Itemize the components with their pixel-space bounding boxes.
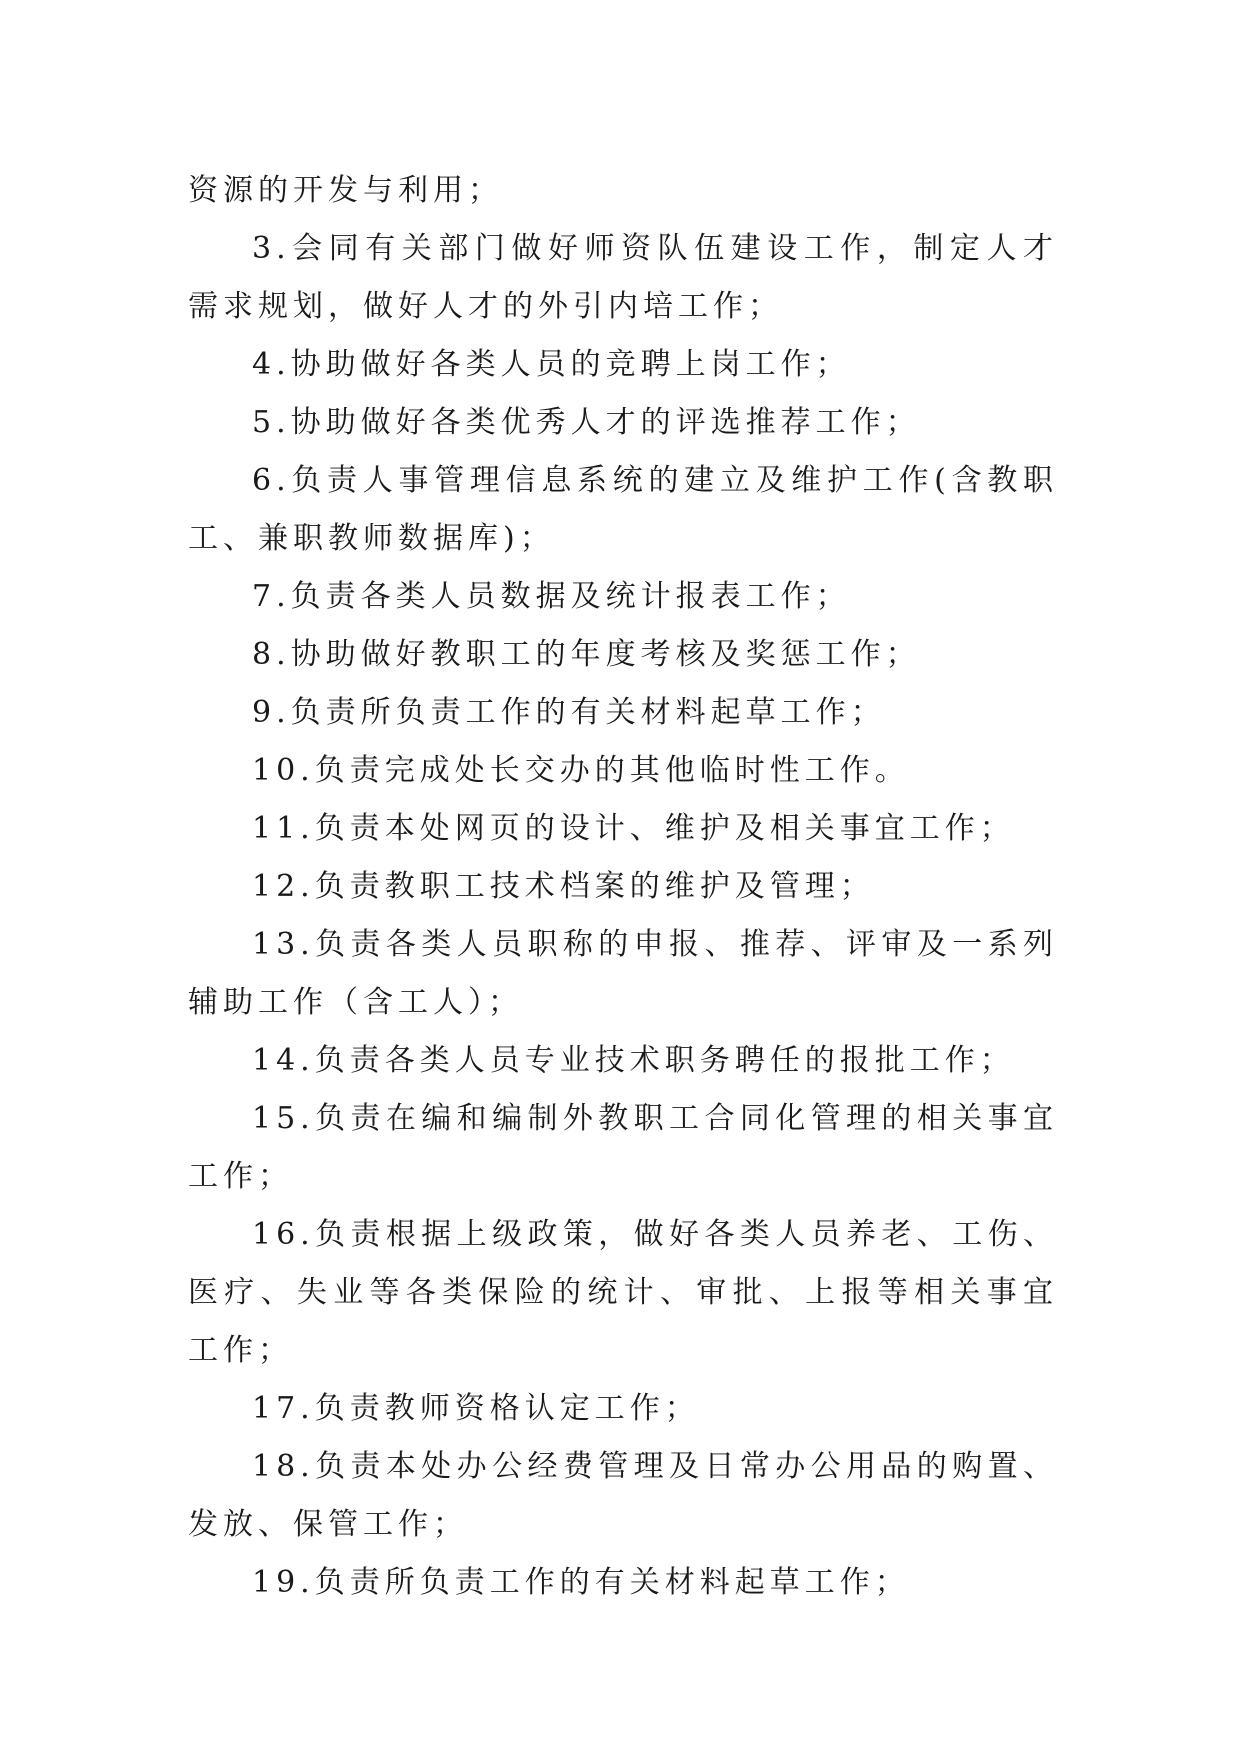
paragraph-item-5: 5.协助做好各类优秀人才的评选推荐工作； — [252, 405, 921, 440]
paragraph-item-9: 9.负责所负责工作的有关材料起草工作； — [252, 695, 886, 730]
paragraph-item-17: 17.负责教师资格认定工作； — [252, 1391, 700, 1426]
paragraph-item-13: 13.负责各类人员职称的申报、推荐、评审及一系列辅助工作（含工人）； — [188, 927, 1058, 1020]
paragraph-item-4: 4.协助做好各类人员的竞聘上岗工作； — [252, 347, 851, 382]
paragraph-item-3: 3.会同有关部门做好师资队伍建设工作，制定人才需求规划，做好人才的外引内培工作； — [188, 231, 1058, 324]
paragraph-item-7: 7.负责各类人员数据及统计报表工作； — [252, 579, 851, 614]
document-body — [188, 162, 1058, 1612]
paragraph-item-6: 6.负责人事管理信息系统的建立及维护工作(含教职工、兼职教师数据库)； — [188, 463, 1058, 556]
paragraph-item-14: 14.负责各类人员专业技术职务聘任的报批工作； — [252, 1043, 1015, 1078]
paragraph-item-19: 19.负责所负责工作的有关材料起草工作； — [252, 1565, 910, 1600]
paragraph-item-12: 12.负责教职工技术档案的维护及管理； — [252, 869, 875, 904]
paragraph-item-16: 16.负责根据上级政策，做好各类人员养老、工伤、医疗、失业等各类保险的统计、审批、上报等相关事宜工作； — [188, 1217, 1058, 1368]
paragraph-item-11: 11.负责本处网页的设计、维护及相关事宜工作； — [252, 811, 1015, 846]
paragraph-item-10: 10.负责完成处长交办的其他临时性工作。 — [252, 753, 910, 788]
paragraph-continuation: 资源的开发与利用； — [188, 173, 503, 208]
paragraph-item-8: 8.协助做好教职工的年度考核及奖惩工作； — [252, 637, 921, 672]
paragraph-item-15: 15.负责在编和编制外教职工合同化管理的相关事宜工作； — [188, 1101, 1058, 1194]
paragraph-item-18: 18.负责本处办公经费管理及日常办公用品的购置、发放、保管工作； — [188, 1449, 1058, 1542]
